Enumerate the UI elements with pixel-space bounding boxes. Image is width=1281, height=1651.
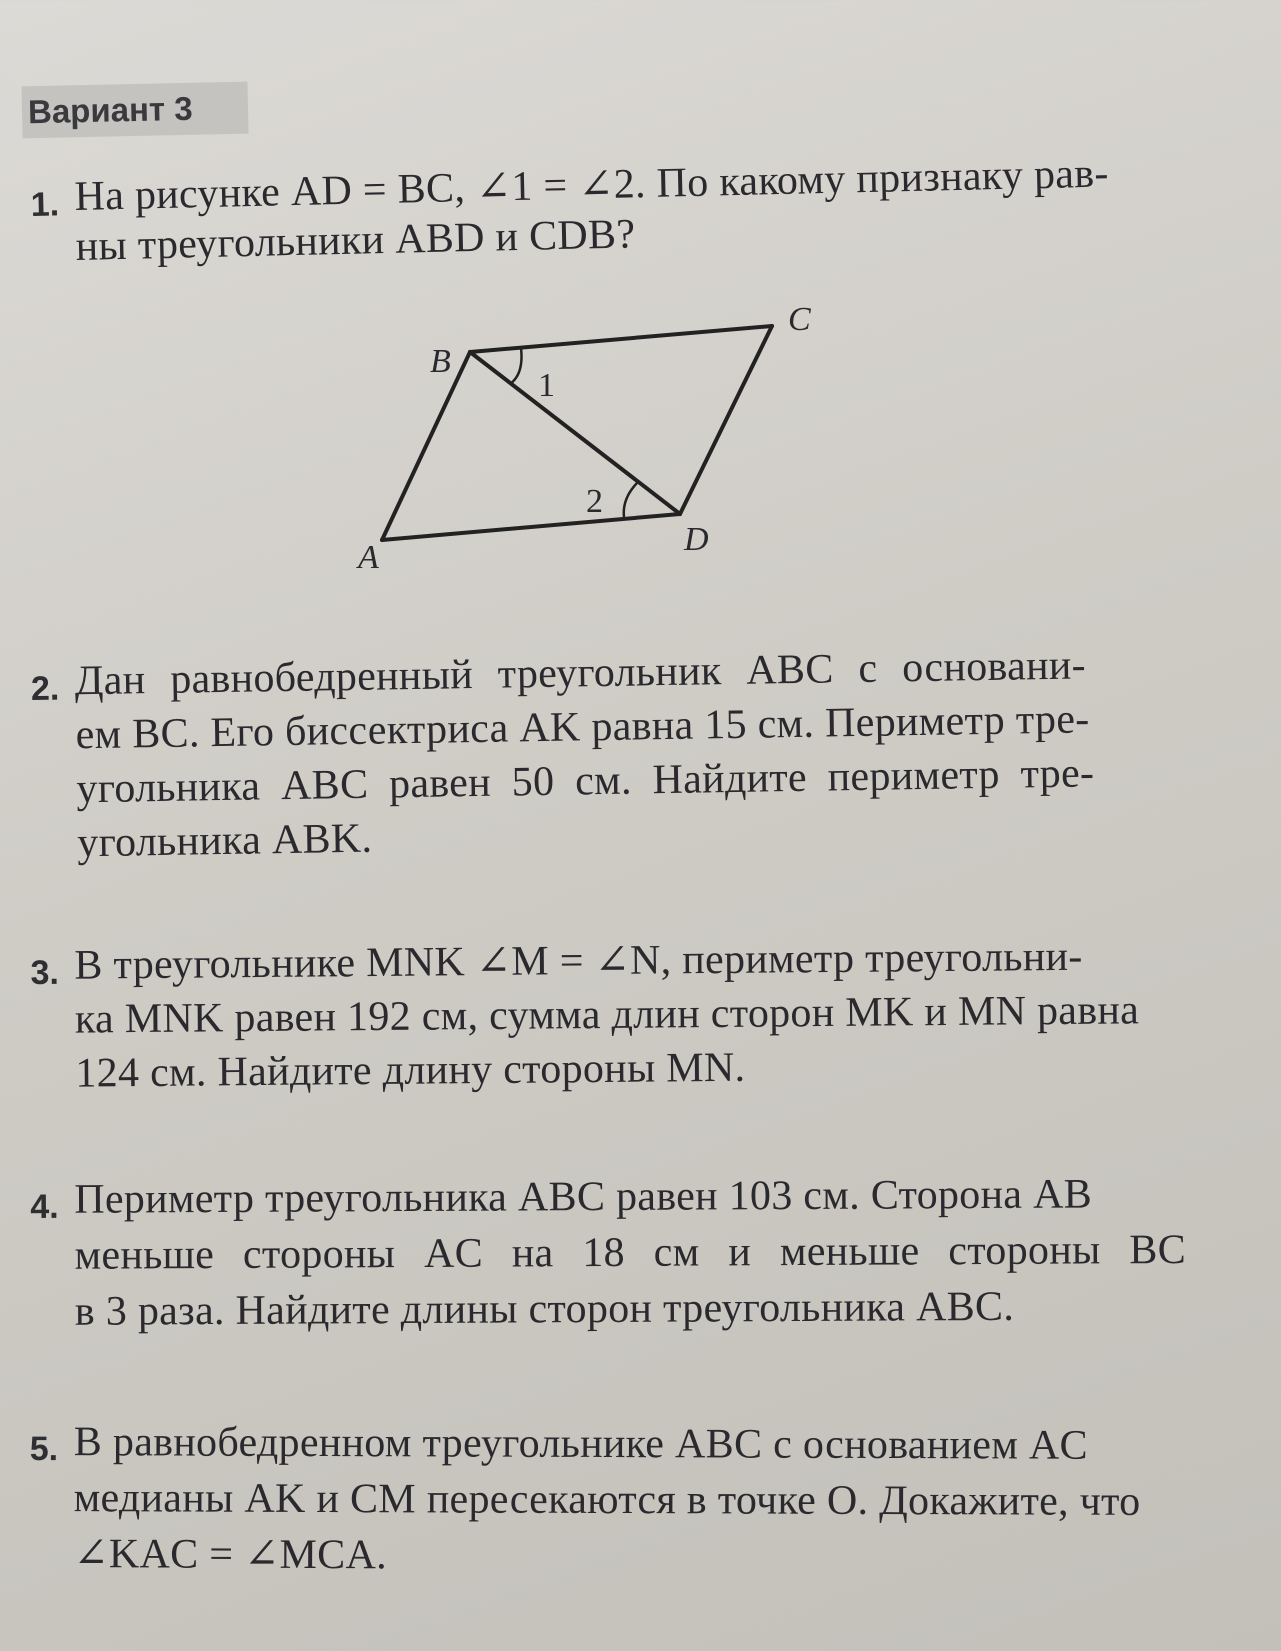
task-text-line: угольника ABK.	[76, 815, 373, 867]
vertex-label-b: B	[430, 343, 451, 380]
task-text-line: В треугольнике MNK ∠M = ∠N, периметр треугольни-	[74, 933, 1083, 989]
task-number: 4.	[30, 1187, 59, 1226]
variant-title: Вариант 3	[21, 82, 248, 139]
side-cd	[680, 326, 772, 514]
task-4	[30, 1143, 1281, 1335]
task-text-line: ∠KAC = ∠MCA.	[73, 1531, 388, 1579]
vertex-label-a: A	[358, 539, 379, 576]
angle-1-arc	[510, 348, 522, 384]
side-bc	[470, 326, 772, 352]
side-ad	[382, 514, 680, 540]
task-number: 2.	[30, 669, 60, 708]
parallelogram-figure	[340, 300, 820, 580]
task-text-line: в 3 раза. Найдите длины сторон треугольника ABC.	[74, 1283, 1015, 1335]
task-number: 3.	[30, 953, 60, 992]
task-2	[30, 612, 1281, 867]
task-5	[29, 1392, 1281, 1579]
side-ab	[382, 352, 470, 540]
task-text-line: Дан равнобедренный треугольник ABC с основани-	[74, 642, 1087, 705]
task-text-line: В равнобедренном треугольнике ABC с основанием AC	[73, 1419, 1088, 1469]
task-text-line: 124 см. Найдите длину стороны MN.	[75, 1044, 746, 1097]
task-number: 5.	[29, 1429, 59, 1469]
vertex-label-c: C	[788, 301, 811, 338]
task-text-line: меньше стороны AC на 18 см и меньше стороны BC	[74, 1226, 1187, 1279]
diagonal-bd	[470, 352, 680, 514]
task-3	[30, 905, 1281, 1097]
angle-2-arc	[624, 482, 638, 517]
task-text-line: ка MNK равен 192 см, сумма длин сторон MK и MN равна	[74, 987, 1140, 1043]
task-text-line: медианы AK и CM пересекаются в точке O. Докажите, что	[73, 1475, 1141, 1525]
task-text-line: ем BC. Его биссектриса AK равна 15 см. Периметр тре-	[75, 696, 1090, 759]
task-number: 1.	[30, 185, 60, 224]
task-text-line: угольника ABC равен 50 см. Найдите периметр тре-	[76, 750, 1095, 813]
task-text-line: ны треугольники ABD и CDB?	[75, 211, 636, 270]
task-text-line: Периметр треугольника ABC равен 103 см. Сторона AB	[74, 1171, 1093, 1223]
task-text-line: На рисунке AD = BC, ∠1 = ∠2. По какому признаку рав-	[74, 150, 1110, 220]
vertex-label-d: D	[684, 521, 709, 558]
angle-label-1: 1	[538, 367, 555, 404]
angle-label-2: 2	[586, 483, 603, 520]
task-1	[30, 143, 1281, 270]
